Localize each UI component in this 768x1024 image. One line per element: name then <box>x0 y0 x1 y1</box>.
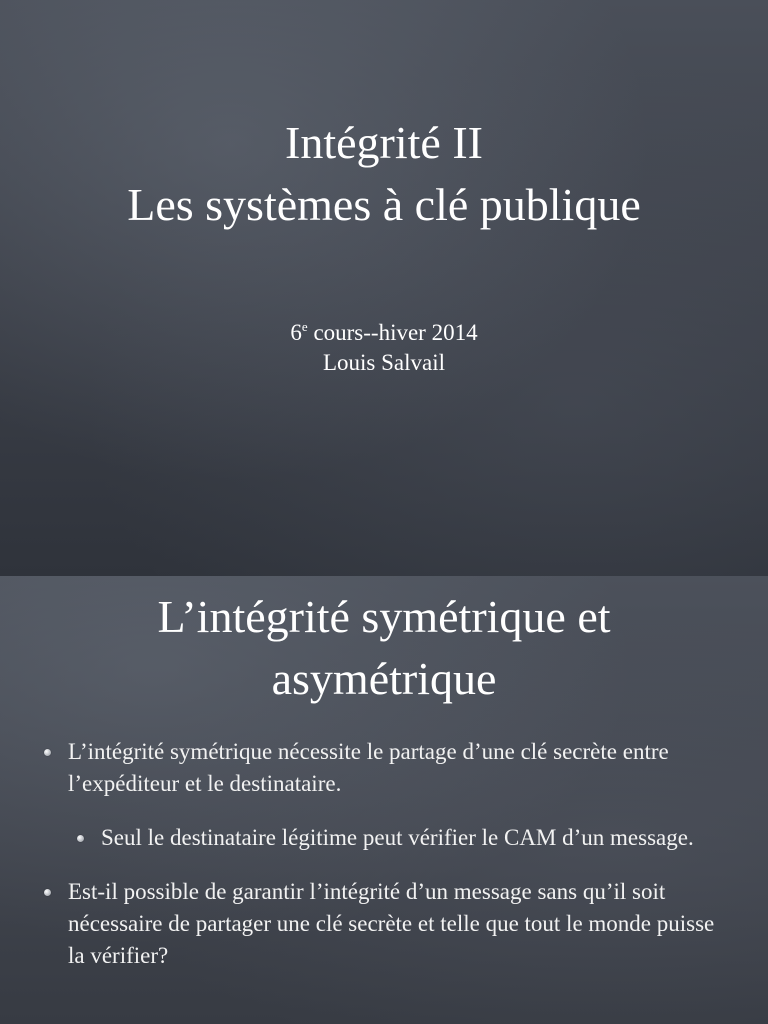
bullet-text: L’intégrité symétrique nécessite le partage d’une clé secrète entre l’expéditeur et le destinataire. <box>68 739 669 796</box>
bullet-item <box>68 876 728 972</box>
title-line-1: L’intégrité symétrique et <box>157 591 611 642</box>
bullet-item <box>68 736 728 800</box>
title-line-1: Intégrité II <box>285 117 483 168</box>
bullet-text: Seul le destinataire légitime peut vérifier le CAM d’un message. <box>101 825 694 850</box>
content-slide <box>0 576 768 1024</box>
bullet-dot-icon <box>77 835 84 842</box>
author-name: Louis Salvail <box>322 350 446 375</box>
title-line-2: Les systèmes à clé publique <box>127 179 641 230</box>
course-superscript: e <box>301 319 308 334</box>
course-info <box>0 312 768 348</box>
bullet-list <box>0 736 768 994</box>
slide-title <box>0 112 768 236</box>
bullet-text: Est-il possible de garantir l’intégrité d’un message sans qu’il soit nécessaire de partager une clé secrète et telle que tout le monde puisse la vérifier? <box>68 879 715 968</box>
course-term: cours--hiver 2014 <box>307 320 478 345</box>
bullet-dot-icon <box>44 889 51 896</box>
course-number: 6 <box>290 320 302 345</box>
slide-subtitle <box>0 312 768 378</box>
title-line-2: asymétrique <box>271 653 497 704</box>
bullet-dot-icon <box>44 749 51 756</box>
slide-title <box>0 586 768 710</box>
sub-bullet-item <box>101 822 721 854</box>
